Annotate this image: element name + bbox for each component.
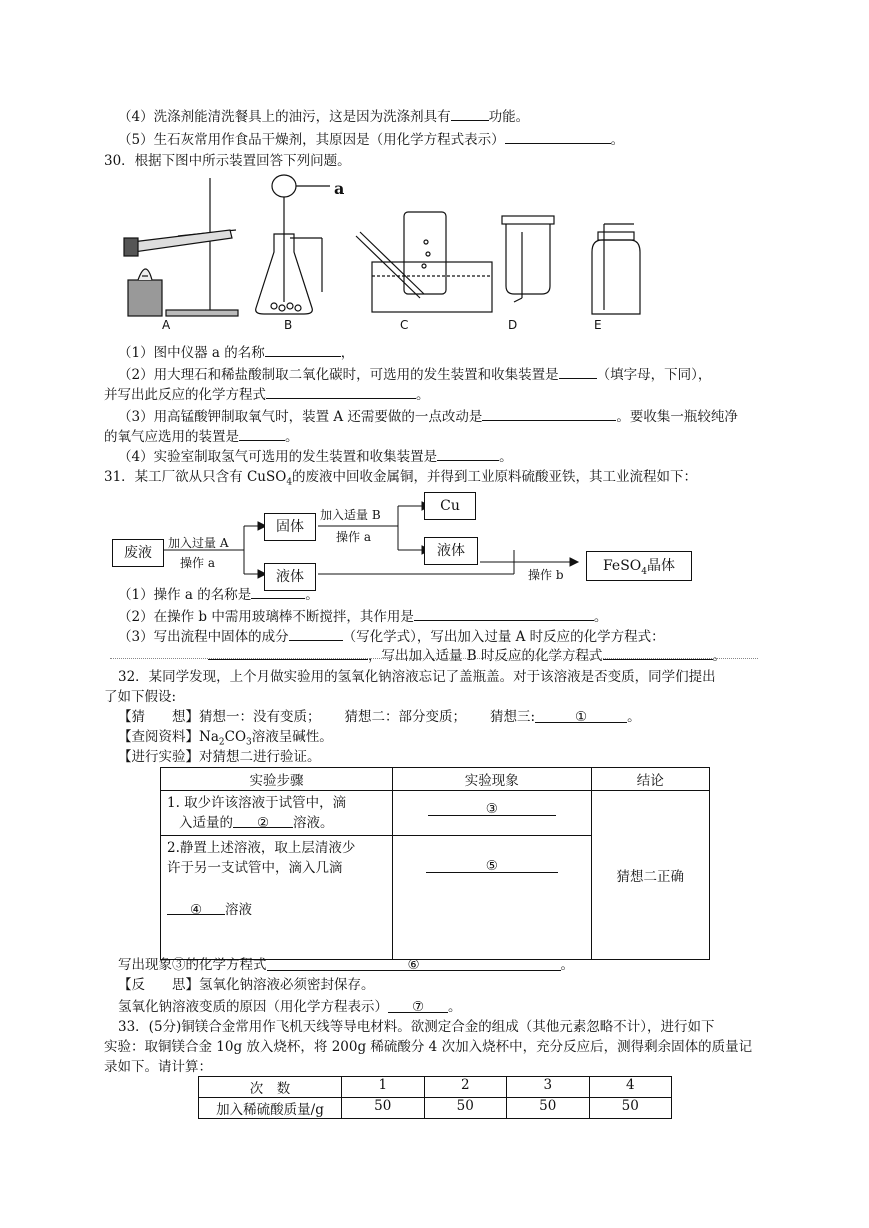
answer-blank[interactable] [437,446,499,461]
flow-liquid2-box: 液体 [264,563,316,591]
table-row [199,1098,672,1119]
q30-line3b [104,426,299,446]
q31-line3b [208,645,726,665]
q32-intro2: 了如下假设: [104,689,177,705]
q29-line4-end: 功能。 [488,109,530,125]
q30-line4-text: （4）实验室制取氢气可选用的发生装置和收集装置是 [118,449,438,465]
q30-line3 [118,406,738,426]
label-C: C [400,318,409,332]
q30-line3-end: 。要收集一瓶较纯净 [616,409,738,425]
q31-line2-end: 。 [593,609,608,625]
reflect-text: 氢氧化钠溶液必须密封保存。 [199,977,375,993]
answer-blank[interactable] [251,584,305,599]
row-header-acid: 加入稀硫酸质量/g [199,1098,342,1119]
label-D: D [508,318,518,332]
apparatus-b-drawing [256,175,330,314]
q30-line3-text: （3）用高锰酸钾制取氧气时，装置 A 还需要做的一点改动是 [118,409,483,425]
q30-line2 [118,364,711,384]
q31-line2 [118,606,607,626]
acid-4: 50 [589,1098,672,1119]
q32-eq [118,956,574,974]
row-header-count: 次 数 [199,1077,342,1098]
q31-intro-sub: 4 [286,477,293,488]
info-text: 溶液呈碱性。 [251,729,333,745]
guess3: 猜想三: [490,709,536,725]
q32-exp [118,748,321,766]
q30-line2b-text: 并写出此反应的化学方程式 [104,387,266,403]
q32-intro: 32．某同学发现，上个月做实验用的氢氧化钠溶液忘记了盖瓶盖。对于该溶液是否变质，同学们提出 [118,669,716,685]
header-phenomena: 实验现象 [392,768,591,791]
info-na: Na [199,729,219,745]
cause-text: 氢氧化钠溶液变质的原因（用化学方程表示） [118,999,388,1015]
q31-line2-text: （2）在操作 b 中需用玻璃棒不断搅拌，其作用是 [118,609,414,625]
step1-cell [161,791,393,836]
step2-line1: 2.静置上述溶液，取上层清液少 [167,840,356,856]
count-1: 1 [342,1077,425,1098]
table-row [199,1077,672,1098]
guess2: 猜想二：部分变质； [344,709,466,725]
q31-line3 [118,626,665,646]
q30-line1 [118,342,354,362]
q30-line2b [104,384,430,404]
guess-end: 。 [627,709,641,725]
q32-guess [118,708,641,726]
flow-add-a: 加入过量 A [168,536,229,550]
apparatus-a-drawing [124,178,238,316]
blank-5[interactable]: ⑤ [426,858,558,873]
blank-1[interactable]: ① [535,708,627,723]
data-table [198,1076,672,1119]
count-2: 2 [424,1077,507,1098]
blank-7[interactable]: ⑦ [388,998,448,1013]
eq-text: 写出现象③的化学方程式 [118,957,267,973]
answer-blank[interactable] [265,342,341,357]
label-E: E [594,318,602,332]
q32-cause [118,998,462,1016]
answer-blank[interactable] [505,129,611,144]
step1-end: 溶液。 [293,815,334,831]
q31-line3-rest: （写化学式），写出加入过量 A 时反应的化学方程式： [342,629,665,645]
q32-reflect [118,976,375,994]
q31-intro-rest: 的废液中回收金属铜，并得到工业原料硫酸亚铁，其工业流程如下： [292,469,698,485]
blank-3[interactable]: ③ [428,801,556,816]
flow-cu-box: Cu [424,492,476,520]
flow-product-rest: 晶体 [647,558,676,574]
q30-line3b-end: 。 [285,429,299,445]
q31-line1-text: （1）操作 a 的名称是 [118,587,252,603]
q30-intro: 30．根据下图中所示装置回答下列问题。 [104,153,351,169]
q33-line2: 实验：取铜镁合金 10g 放入烧杯，将 200g 稀硫酸分 4 次加入烧杯中，充分反应后，测得剩余固体的质量记 [104,1039,753,1055]
flow-waste-box: 废液 [112,539,164,567]
q31-intro-text: 31．某工厂欲从只含有 CuSO [104,469,287,485]
step2-line2: 许于另一支试管中，滴入几滴 [167,860,343,876]
q29-line4-text: （4）洗涤剂能清洗餐具上的油污，这是因为洗涤剂具有 [118,109,451,125]
flow-product-text: FeSO [602,558,642,574]
q31-line3b-end: 。 [712,648,727,664]
label-A: A [162,318,171,332]
q30-line1-text: （1）图中仪器 a 的名称 [118,345,265,361]
apparatus-figure [118,172,658,332]
blank-2[interactable]: ② [233,813,293,828]
flow-op-a1: 操作 a [180,556,215,570]
step1-text: 入适量的 [179,815,233,831]
blank-4[interactable]: ④ [167,900,225,915]
answer-blank[interactable] [289,626,343,641]
guess-label: 【猜 想】 [118,709,199,725]
apparatus-e-drawing [592,224,640,314]
blank-6[interactable]: ⑥ [267,956,561,971]
q29-line5-end: 。 [610,132,625,148]
label-a: a [334,179,345,198]
eq-end: 。 [560,957,574,973]
apparatus-d-drawing [502,216,554,302]
q31-line1-end: 。 [305,587,319,603]
flow-solid-box: 固体 [264,513,316,541]
q31-line1 [118,584,319,604]
q31-intro [104,468,697,492]
q31-line3-text: （3）写出流程中固体的成分 [118,629,289,645]
cause-end: 。 [448,999,462,1015]
conclusion-cell: 猜想二正确 [591,791,709,960]
q31-line3b-text: ，写出加入适量 B 时反应的化学方程式 [368,648,603,664]
q33-line3: 录如下。请计算： [104,1059,212,1075]
answer-blank[interactable] [239,426,285,441]
answer-blank[interactable] [482,406,616,421]
apparatus-c-drawing [356,212,492,312]
section-divider [110,658,758,659]
flow-product-sub: 4 [641,566,648,577]
step2-line3 [167,900,386,920]
phen1-cell [392,791,591,836]
step1-line2 [167,813,386,833]
phen2-cell [392,836,591,960]
q30-line2-text: （2）用大理石和稀盐酸制取二氧化碳时，可选用的发生装置和收集装置是 [118,367,559,383]
exp-label: 【进行实验】 [118,749,199,765]
answer-blank[interactable] [559,364,597,379]
info-sub1: 2 [218,737,225,748]
q30-line4-end: 。 [499,449,513,465]
info-label: 【查阅资料】 [118,729,199,745]
answer-blank[interactable] [414,606,594,621]
header-steps: 实验步骤 [161,768,393,791]
step2-cell [161,836,393,960]
count-4: 4 [589,1077,672,1098]
q30-line4 [118,446,513,466]
flow-product-box [586,551,692,581]
guess1: 猜想一：没有变质； [199,709,321,725]
info-sub2: 3 [246,737,252,748]
acid-1: 50 [342,1098,425,1119]
exp-text: 对猜想二进行验证。 [199,749,321,765]
q29-line4 [118,106,529,126]
reflect-label: 【反 思】 [118,977,199,993]
label-B: B [284,318,293,332]
flow-op-a2: 操作 a [336,530,371,544]
q30-line2-end: （填字母，下同）， [596,367,712,383]
q30-line2b-end: 。 [416,387,430,403]
q33-line1: 33．(5分)铜镁合金常用作飞机天线等导电材料。欲测定合金的组成（其他元素忽略不计），进行如下 [118,1019,715,1035]
step2-end: 溶液 [225,902,252,918]
step1-line1: 1. 取少许该溶液于试管中，滴 [167,795,347,811]
flow-liquid1-box: 液体 [424,537,478,565]
acid-3: 50 [507,1098,590,1119]
answer-blank[interactable] [451,106,489,121]
header-conclusion: 结论 [591,768,709,791]
q29-line5 [118,129,624,149]
acid-2: 50 [424,1098,507,1119]
q30-line1-end: ， [340,345,355,361]
info-co: CO [224,729,247,745]
flow-op-b: 操作 b [528,568,564,582]
q29-line5-text: （5）生石灰常用作食品干燥剂，其原因是（用化学方程式表示） [118,132,505,148]
count-3: 3 [507,1077,590,1098]
q30-line3b-text: 的氧气应选用的装置是 [104,429,239,445]
answer-blank[interactable] [266,384,416,399]
experiment-table [160,767,710,960]
flow-add-b: 加入适量 B [320,508,381,522]
